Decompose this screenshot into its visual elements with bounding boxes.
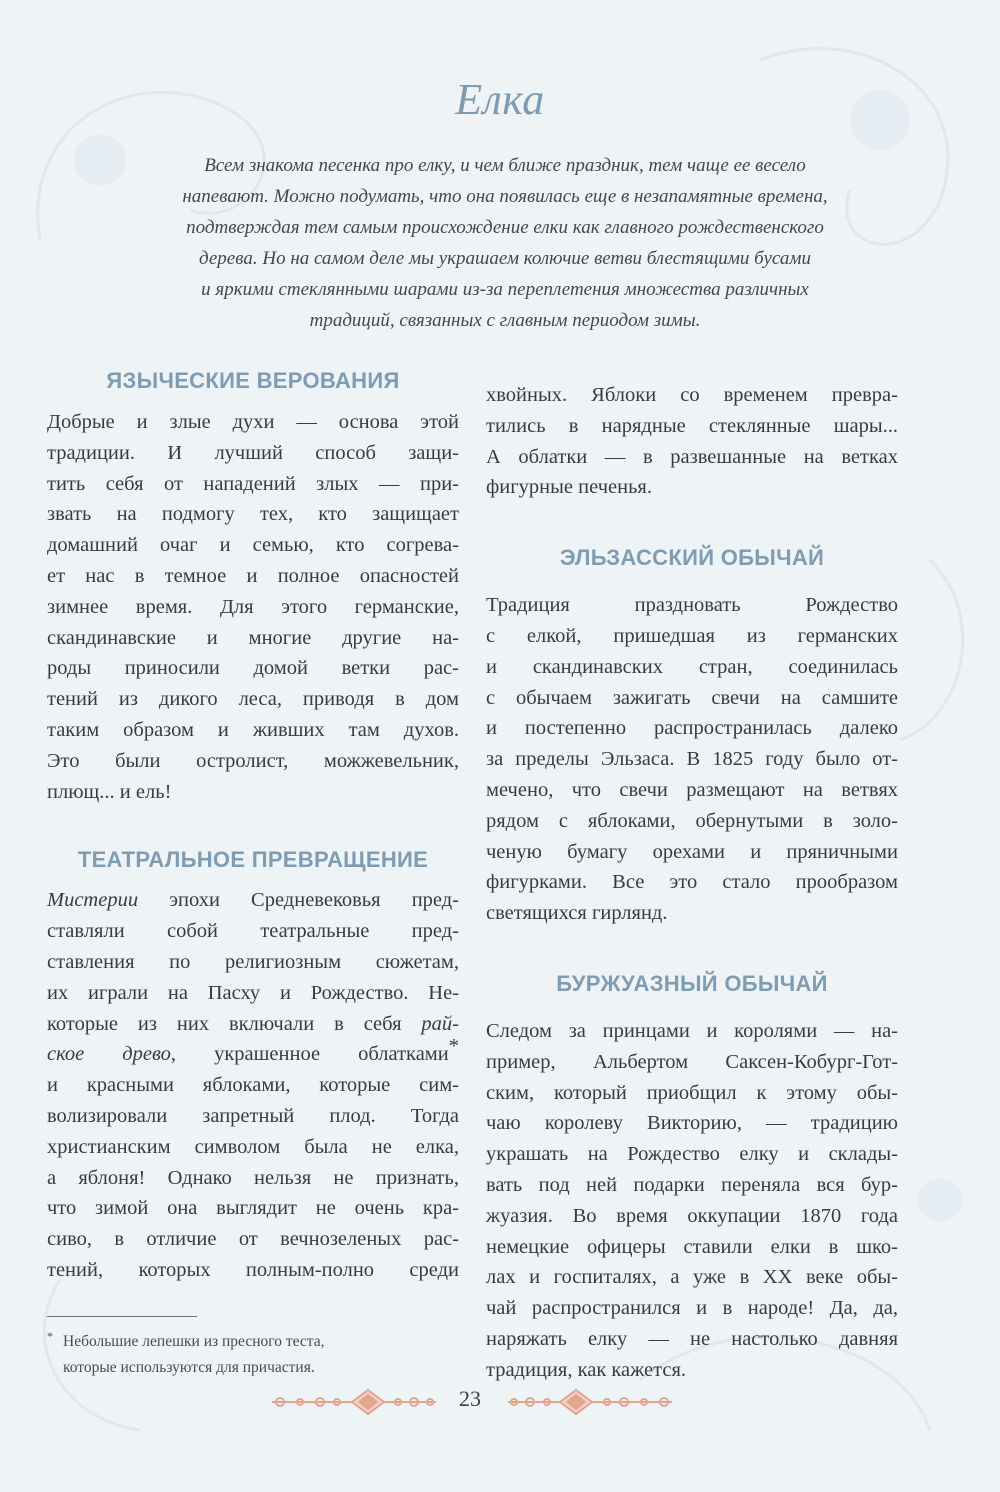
body-line: зимнее время. Для этого германские, bbox=[47, 595, 459, 618]
intro-line: дерева. Но на самом деле мы украшаем колючие ветви блестящими бусами bbox=[199, 248, 811, 269]
body-line: рядом с яблоками, обернутыми в золо- bbox=[486, 809, 898, 832]
body-line: хвойных. Яблоки со временем превра- bbox=[486, 384, 898, 406]
body-line: христианским символом была не елка, bbox=[47, 1135, 459, 1158]
right-ornament-icon bbox=[508, 1390, 672, 1414]
body-line: тились в нарядные стеклянные шары... bbox=[486, 414, 898, 437]
footnote-line: Небольшие лепешки из пресного теста, bbox=[63, 1332, 325, 1350]
section-heading-pagan-beliefs: ЯЗЫЧЕСКИЕ ВЕРОВАНИЯ bbox=[106, 368, 400, 393]
body-line: Это были остролист, можжевельник, bbox=[47, 749, 459, 772]
body-line: наряжать елку — не настолько давняя bbox=[486, 1327, 898, 1350]
intro-line: традиций, связанных с главным периодом зимы. bbox=[309, 310, 701, 331]
intro-paragraph bbox=[70, 150, 940, 336]
right-column bbox=[486, 380, 898, 1386]
body-line: Традиция праздновать Рождество bbox=[486, 594, 898, 617]
body-line: волизировали запретный плод. Тогда bbox=[47, 1104, 459, 1127]
body-line: светящихся гирлянд. bbox=[486, 902, 668, 925]
body-line-start: которые из них включали в себя bbox=[47, 1012, 422, 1035]
body-line: жуазия. Во время оккупации 1870 года bbox=[486, 1204, 898, 1227]
body-line: с елкой, пришедшая из германских bbox=[486, 624, 898, 647]
section-body-theatrical-transformation bbox=[47, 885, 459, 1285]
body-line bbox=[47, 1035, 459, 1070]
section-body-alsatian-custom bbox=[486, 590, 898, 929]
body-line: плющ... и ель! bbox=[47, 780, 172, 803]
body-line: немецкие офицеры ставили елки в шко- bbox=[486, 1235, 898, 1258]
body-line: и красными яблоками, которые сим- bbox=[47, 1074, 459, 1097]
italic-term-paradise-tree-cont: ское древо bbox=[47, 1043, 171, 1066]
body-line: таким образом и живших там духов. bbox=[47, 718, 459, 741]
body-line: за пределы Эльзаса. В 1825 году было от- bbox=[486, 748, 898, 771]
intro-line: напевают. Можно подумать, что она появилась еще в незапамятные времена, bbox=[182, 186, 828, 207]
body-line-rest: , украшенное облатками bbox=[170, 1043, 449, 1066]
body-line: чаю королеву Викторию, — традицию bbox=[486, 1112, 898, 1135]
italic-term-paradise-tree: рай- bbox=[421, 1012, 459, 1035]
body-line: ставляли собой театральные пред- bbox=[47, 920, 459, 943]
page-number: 23 bbox=[459, 1386, 481, 1411]
body-line: фигурками. Все это стало прообразом bbox=[486, 871, 898, 894]
body-line: традиция, как кажется. bbox=[486, 1358, 687, 1381]
body-line: Следом за принцами и королями — на- bbox=[486, 1019, 898, 1042]
body-line: домашний очаг и семью, кто согрева- bbox=[47, 534, 459, 557]
body-line: и скандинавских стран, соединилась bbox=[486, 655, 898, 678]
body-line: тений, которых полным-полно среди bbox=[47, 1258, 459, 1281]
body-line: лах и госпиталях, а уже в XX веке обы- bbox=[486, 1266, 898, 1289]
intro-line: и яркими стеклянными шарами из-за переплетения множества различных bbox=[201, 279, 809, 300]
body-line: тить себя от нападений злых — при- bbox=[47, 472, 459, 495]
section-body-bourgeois-custom bbox=[486, 1016, 898, 1386]
section-heading-theatrical-transformation: ТЕАТРАЛЬНОЕ ПРЕВРАЩЕНИЕ bbox=[77, 847, 429, 873]
section-heading-bourgeois-custom: БУРЖУАЗНЫЙ ОБЫЧАЙ bbox=[556, 970, 828, 996]
body-line: украшать на Рождество елку и склады- bbox=[486, 1143, 898, 1166]
body-line: роды приносили домой ветки рас- bbox=[47, 657, 459, 680]
intro-line: подтверждая тем самым происхождение елки как главного рождественского bbox=[186, 217, 824, 238]
body-line: тений из дикого леса, приводя в дом bbox=[47, 688, 459, 711]
body-line: ским, который приобщил к этому обы- bbox=[486, 1081, 898, 1104]
section-body-pagan-beliefs bbox=[47, 407, 459, 807]
footnote-line: которые используются для причастия. bbox=[63, 1358, 315, 1376]
left-ornament-icon bbox=[272, 1390, 436, 1414]
footnote-marker: * bbox=[47, 1328, 53, 1343]
body-line: и постепенно распространилась далеко bbox=[486, 717, 898, 740]
body-line: традиции. И лучший способ защи- bbox=[47, 441, 459, 464]
body-line: пример, Альбертом Саксен-Кобург-Гот- bbox=[486, 1050, 898, 1073]
section-heading-alsatian-custom: ЭЛЬЗАССКИЙ ОБЫЧАЙ bbox=[559, 545, 825, 571]
body-line: скандинавские и многие другие на- bbox=[47, 626, 459, 649]
body-line: сиво, в отличие от вечнозеленых рас- bbox=[47, 1228, 459, 1251]
left-column bbox=[47, 366, 459, 1381]
body-line: ченую бумагу орехами и пряничными bbox=[486, 840, 898, 863]
body-line: что зимой она выглядит не очень кра- bbox=[47, 1197, 459, 1220]
body-line: а яблоня! Однако нельзя не признать, bbox=[47, 1166, 459, 1189]
body-line: звать на подмогу тех, кто защищает bbox=[47, 503, 459, 526]
footnote-divider bbox=[47, 1316, 197, 1317]
body-line: ставления по религиозным сюжетам, bbox=[47, 950, 459, 973]
section-body-continuation bbox=[486, 380, 898, 503]
body-line: Добрые и злые духи — основа этой bbox=[47, 411, 459, 433]
body-line bbox=[47, 1009, 459, 1040]
page-title: Елка bbox=[455, 75, 545, 124]
footnote bbox=[47, 1329, 459, 1381]
body-line: их играли на Пасху и Рождество. Не- bbox=[47, 981, 459, 1004]
italic-term-mysteries: Мистерии bbox=[47, 889, 139, 912]
body-line: с обычаем зажигать свечи на самшите bbox=[486, 686, 898, 709]
footnote-reference[interactable]: * bbox=[448, 1035, 459, 1058]
body-line: чай распространился и в народе! Да, да, bbox=[486, 1297, 898, 1320]
body-line: вать под ней подарки переняла вся бур- bbox=[486, 1173, 898, 1196]
body-line: мечено, что свечи размещают на ветвях bbox=[486, 778, 898, 801]
body-line: ет нас в темное и полное опасностей bbox=[47, 564, 459, 587]
body-line: фигурные печенья. bbox=[486, 476, 652, 499]
body-line-rest: эпохи Средневековья пред- bbox=[138, 889, 459, 912]
intro-line: Всем знакома песенка про елку, и чем ближе праздник, тем чаще ее весело bbox=[204, 155, 806, 176]
body-line: А облатки — в развешанные на ветках bbox=[486, 445, 898, 468]
body-line bbox=[47, 885, 459, 916]
